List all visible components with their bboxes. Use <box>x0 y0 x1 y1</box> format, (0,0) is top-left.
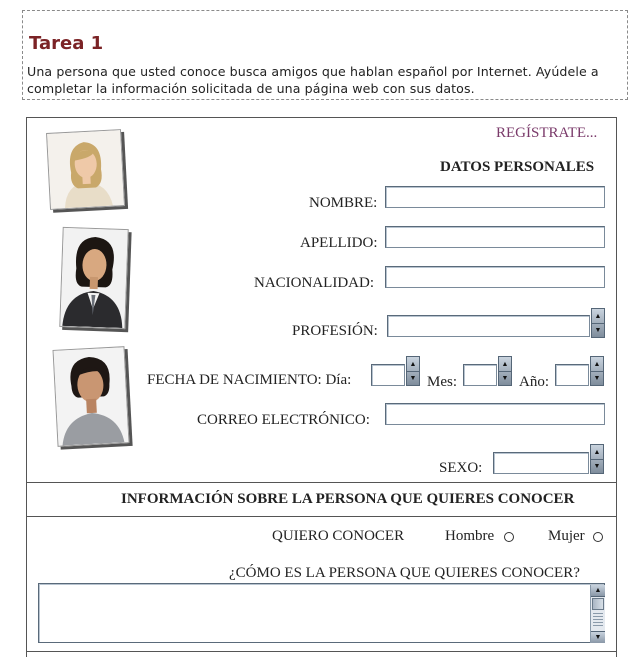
arrow-down-icon[interactable]: ▼ <box>594 326 602 334</box>
surname-label: APELLIDO: <box>300 235 378 251</box>
scroll-thumb[interactable] <box>592 598 604 610</box>
birth-year-spinner[interactable] <box>590 356 604 386</box>
birth-day-input[interactable] <box>371 364 405 386</box>
arrow-up-icon[interactable]: ▲ <box>407 357 419 372</box>
nationality-input[interactable] <box>385 266 605 288</box>
birth-month-input[interactable] <box>463 364 497 386</box>
want-to-meet-label: QUIERO CONOCER <box>272 528 405 544</box>
description-label: ¿CÓMO ES LA PERSONA QUE QUIERES CONOCER? <box>229 565 580 581</box>
arrow-up-icon[interactable]: ▲ <box>591 357 603 372</box>
sex-spinner[interactable] <box>590 444 604 474</box>
woman-radio[interactable] <box>593 532 603 542</box>
personal-data-heading: DATOS PERSONALES <box>440 159 595 175</box>
arrow-up-icon[interactable]: ▲ <box>591 445 603 460</box>
month-label: Mes: <box>427 374 457 390</box>
man-option-label: Hombre <box>445 528 495 544</box>
year-label: Año: <box>519 374 549 390</box>
arrow-down-icon[interactable]: ▼ <box>501 374 509 382</box>
name-label: NOMBRE: <box>309 195 378 211</box>
birth-year-input[interactable] <box>555 364 589 386</box>
name-input[interactable] <box>385 186 605 208</box>
photo-man <box>59 227 128 329</box>
profession-label: PROFESIÓN: <box>292 323 378 339</box>
arrow-down-icon[interactable]: ▼ <box>593 374 601 382</box>
birth-day-spinner[interactable] <box>406 356 420 386</box>
description-scrollbar[interactable] <box>590 585 605 643</box>
woman-portrait-icon <box>54 347 129 446</box>
nationality-label: NACIONALIDAD: <box>254 275 374 291</box>
woman-option-label: Mujer <box>548 528 585 544</box>
scroll-up-icon[interactable]: ▲ <box>591 585 605 597</box>
arrow-down-icon[interactable]: ▼ <box>409 374 417 382</box>
man-radio[interactable] <box>504 532 514 542</box>
man-portrait-icon <box>60 228 127 328</box>
email-input[interactable] <box>385 403 605 425</box>
task-line-1: Una persona que usted conoce busca amigos que hablan español por Internet. Ayúdele a <box>27 64 599 79</box>
profession-select[interactable] <box>387 315 590 337</box>
birth-month-spinner[interactable] <box>498 356 512 386</box>
scroll-down-icon[interactable]: ▼ <box>591 631 605 643</box>
email-label: CORREO ELECTRÓNICO: <box>197 412 370 428</box>
description-textarea[interactable] <box>38 583 605 643</box>
woman-portrait-icon <box>47 130 124 209</box>
photo-woman-dark <box>53 346 130 447</box>
arrow-up-icon[interactable]: ▲ <box>499 357 511 372</box>
task-title: Tarea 1 <box>29 33 104 54</box>
section-divider-bottom <box>27 516 616 517</box>
arrow-down-icon[interactable]: ▼ <box>593 462 601 470</box>
form-bottom-divider <box>27 651 616 652</box>
surname-input[interactable] <box>385 226 605 248</box>
photo-woman-blonde <box>46 129 125 210</box>
register-link[interactable]: REGÍSTRATE... <box>496 125 598 141</box>
registration-form <box>26 117 617 657</box>
birthdate-label: FECHA DE NACIMIENTO: Día: <box>147 372 352 388</box>
sex-label: SEXO: <box>439 460 483 476</box>
section-divider-top <box>27 482 616 483</box>
sex-select[interactable] <box>493 452 589 474</box>
resize-grip-icon[interactable] <box>593 613 603 627</box>
task-box <box>22 10 628 100</box>
section-heading: INFORMACIÓN SOBRE LA PERSONA QUE QUIERES CONOCER <box>121 491 575 507</box>
task-line-2: completar la información solicitada de una página web con sus datos. <box>27 81 475 96</box>
profession-spinner[interactable] <box>591 308 605 338</box>
arrow-up-icon[interactable]: ▲ <box>592 309 604 324</box>
task-instructions <box>27 63 625 97</box>
